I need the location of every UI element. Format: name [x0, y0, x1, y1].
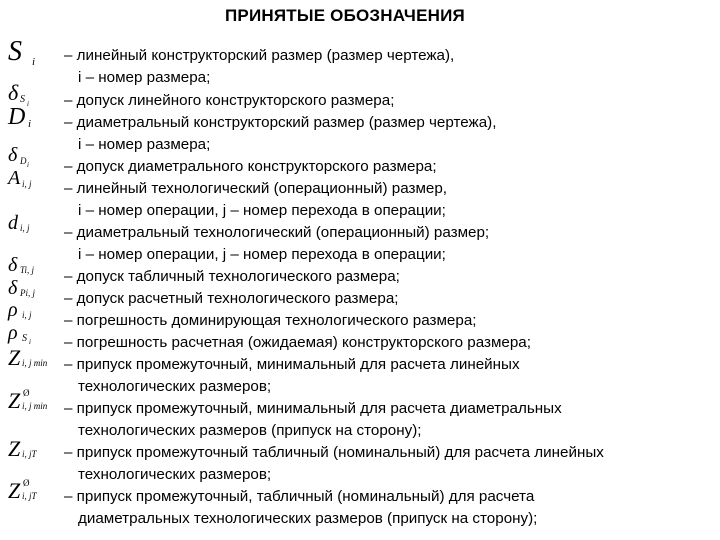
- symbol-z-diam-ij-min: Z Ø i, j min: [8, 388, 48, 413]
- definition-line: – припуск промежуточный, минимальный для расчета диаметральных: [64, 400, 562, 417]
- definition-line: i – номер размера;: [78, 69, 211, 86]
- definition-line: – диаметральный конструкторский размер (размер чертежа),: [64, 114, 497, 131]
- symbol-delta-s-i: δ S i: [8, 80, 29, 108]
- symbol-delta-t-ij: δ Ti, j: [8, 254, 35, 276]
- definition-line: – линейный конструкторский размер (размер чертежа),: [64, 47, 455, 64]
- symbol-rho-s-i: ρ S i: [8, 322, 31, 346]
- definition-line: – допуск линейного конструкторского размера;: [64, 92, 395, 109]
- definition-line: технологических размеров;: [78, 466, 272, 483]
- definition-line: – линейный технологический (операционный) размер,: [64, 180, 448, 197]
- definition-line: – допуск расчетный технологического размера;: [64, 290, 399, 307]
- definition-line: – припуск промежуточный, табличный (номинальный) для расчета: [64, 488, 535, 505]
- definition-line: i – номер операции, j – номер перехода в операции;: [78, 246, 446, 263]
- symbol-d-i: D i: [8, 104, 32, 130]
- symbol-s-i: S i: [8, 36, 36, 68]
- symbol-z-ij-t: Z i, jT: [8, 436, 37, 461]
- definition-line: – погрешность расчетная (ожидаемая) конструкторского размера;: [64, 334, 531, 351]
- symbol-rho-ij: ρ i, j: [8, 299, 32, 321]
- definition-line: диаметральных технологических размеров (припуск на сторону);: [78, 510, 538, 527]
- page-title: ПРИНЯТЫЕ ОБОЗНАЧЕНИЯ: [225, 6, 465, 25]
- symbol-a-ij: A i, j: [8, 167, 32, 189]
- definition-line: – припуск промежуточный табличный (номинальный) для расчета линейных: [64, 444, 604, 461]
- symbol-delta-p-ij: δ Pi, j: [8, 277, 35, 299]
- definition-line: i – номер операции, j – номер перехода в операции;: [78, 202, 446, 219]
- definition-line: технологических размеров (припуск на сторону);: [78, 422, 422, 439]
- definition-line: – погрешность доминирующая технологического размера;: [64, 312, 477, 329]
- definition-line: – припуск промежуточный, минимальный для расчета линейных: [64, 356, 520, 373]
- definition-line: – допуск табличный технологического размера;: [64, 268, 400, 285]
- symbol-z-diam-ij-t: Z Ø i, jT: [8, 478, 37, 503]
- definition-line: – диаметральный технологический (операционный) размер;: [64, 224, 490, 241]
- symbol-delta-d-i: δ D i: [8, 144, 29, 169]
- definition-line: технологических размеров;: [78, 378, 272, 395]
- symbol-z-ij-min: Z i, j min: [8, 345, 48, 370]
- definition-line: i – номер размера;: [78, 136, 211, 153]
- symbol-d-ij: d i, j: [8, 212, 30, 234]
- definition-line: – допуск диаметрального конструкторского размера;: [64, 158, 437, 175]
